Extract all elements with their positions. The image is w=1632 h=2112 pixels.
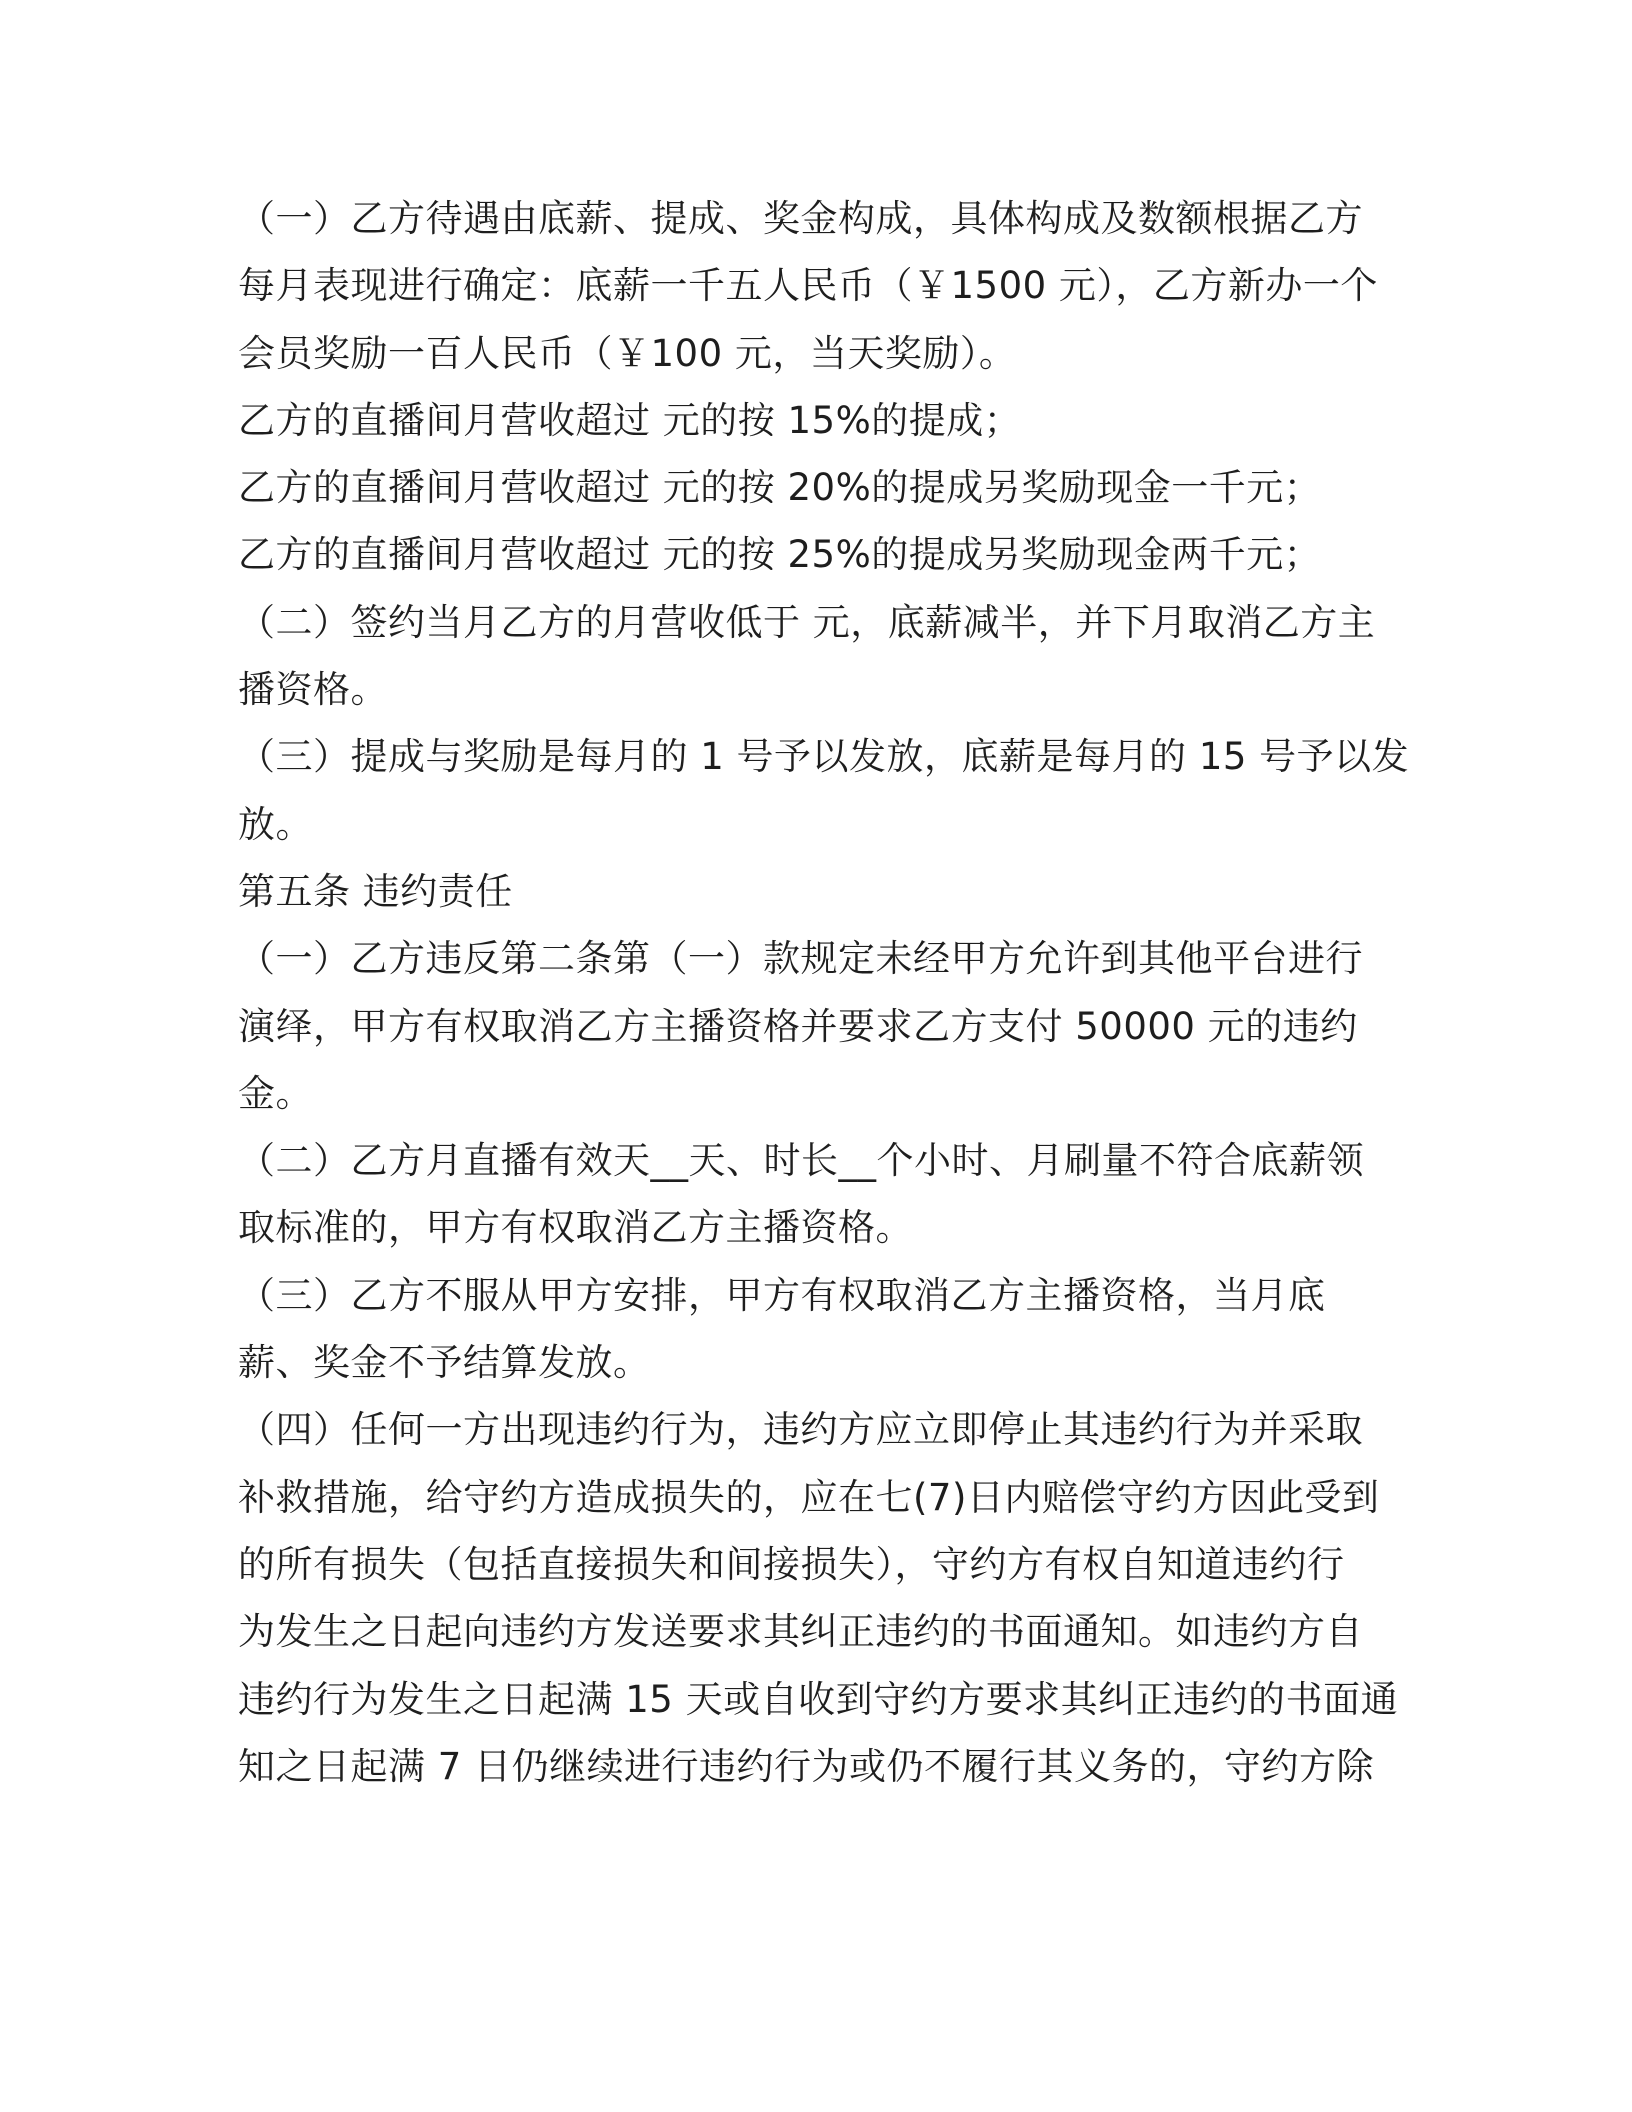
text-line: 为发生之日起向违约方发送要求其纠正违约的书面通知。如违约方自 xyxy=(238,1610,1363,1654)
text-line: 违约行为发生之日起满 15 天或自收到守约方要求其纠正违约的书面通 xyxy=(238,1677,1399,1721)
text-line: 播资格。 xyxy=(238,668,388,712)
text-line: （三）提成与奖励是每月的 1 号予以发放，底薪是每月的 15 号予以发 xyxy=(238,735,1410,779)
text-line: （一）乙方待遇由底薪、提成、奖金构成，具体构成及数额根据乙方 xyxy=(238,197,1363,240)
text-line: （二）乙方月直播有效天__天、时长__个小时、月刷量不符合底薪领 xyxy=(238,1139,1364,1183)
text-line: 会员奖励一百人民币（￥100 元，当天奖励）。 xyxy=(238,331,1017,375)
text-line: 演绎，甲方有权取消乙方主播资格并要求乙方支付 50000 元的违约 xyxy=(238,1004,1358,1048)
text-line: （一）乙方违反第二条第（一）款规定未经甲方允许到其他平台进行 xyxy=(238,937,1363,981)
text-line: 放。 xyxy=(238,802,313,846)
text-line: 金。 xyxy=(238,1071,313,1115)
text-line: （二）签约当月乙方的月营收低于 元，底薪减半，并下月取消乙方主 xyxy=(238,600,1376,644)
text-line: （三）乙方不服从甲方安排，甲方有权取消乙方主播资格，当月底 xyxy=(238,1273,1326,1317)
text-line: 补救措施，给守约方造成损失的，应在七(7)日内赔偿守约方因此受到 xyxy=(238,1475,1380,1519)
contract-text xyxy=(238,185,1418,1800)
text-line: 取标准的，甲方有权取消乙方主播资格。 xyxy=(238,1206,913,1250)
text-line: 乙方的直播间月营收超过 元的按 15%的提成； xyxy=(238,398,1022,442)
text-line: （四）任何一方出现违约行为，违约方应立即停止其违约行为并采取 xyxy=(238,1408,1363,1452)
text-line: 的所有损失（包括直接损失和间接损失），守约方有权自知道违约行 xyxy=(238,1542,1345,1586)
text-line: 每月表现进行确定：底薪一千五人民币（￥1500 元），乙方新办一个 xyxy=(238,264,1378,308)
text-line: 薪、奖金不予结算发放。 xyxy=(238,1341,651,1385)
text-line: 乙方的直播间月营收超过 元的按 25%的提成另奖励现金两千元； xyxy=(238,533,1322,577)
section-heading: 第五条 违约责任 xyxy=(238,869,513,913)
text-line: 乙方的直播间月营收超过 元的按 20%的提成另奖励现金一千元； xyxy=(238,466,1322,510)
text-line: 知之日起满 7 日仍继续进行违约行为或仍不履行其义务的，守约方除 xyxy=(238,1744,1375,1788)
